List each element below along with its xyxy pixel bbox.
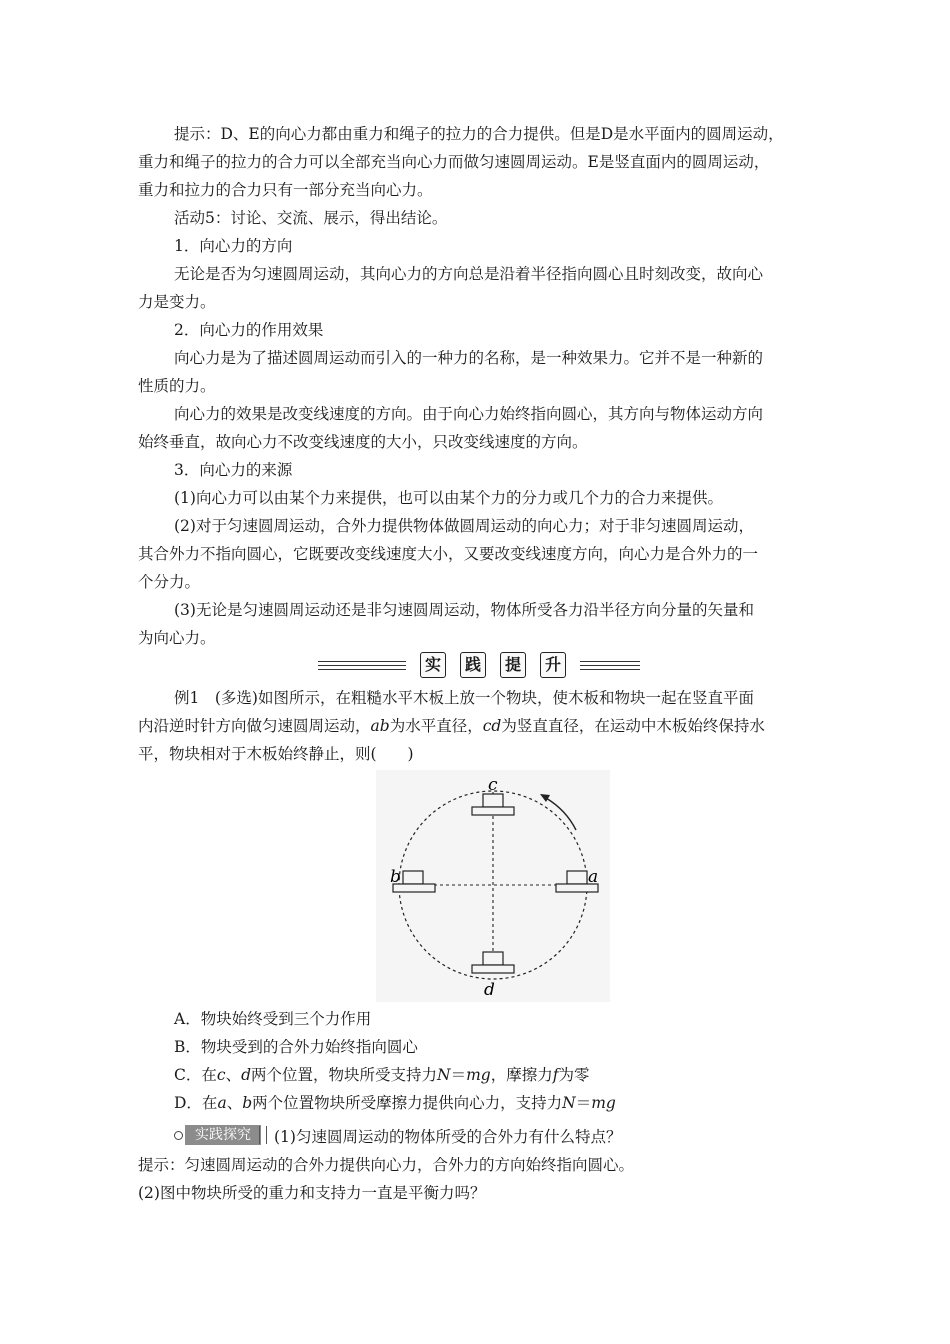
section3-item2-line-3: 个分力。 <box>138 573 201 591</box>
section2-title: 2．向心力的作用效果 <box>174 321 324 339</box>
question-2: (2)图中物块所受的重力和支持力一直是平衡力吗？ <box>138 1184 486 1202</box>
section1-title: 1．向心力的方向 <box>174 237 293 255</box>
section1-line-2: 力是变力。 <box>138 293 216 311</box>
rotation-arrow <box>546 798 576 830</box>
label-d: d <box>484 980 495 1000</box>
block-d <box>483 952 503 965</box>
option-b: B．物块受到的合外力始终指向圆心 <box>174 1038 418 1056</box>
activity5-text: 活动5：讨论、交流、展示，得出结论。 <box>174 209 448 227</box>
section2-p1-line-2: 性质的力。 <box>138 377 216 395</box>
option-c: C．在c、d两个位置，物块所受支持力N＝mg，摩擦力f为零 <box>174 1066 590 1084</box>
circle-bullet-icon <box>174 1131 183 1140</box>
section3-title: 3．向心力的来源 <box>174 461 293 479</box>
practice-explore-label: 实践探究 <box>185 1125 261 1145</box>
banner-char-4: 升 <box>540 652 566 678</box>
hint-line-2: 重力和绳子的拉力的合力可以全部充当向心力而做匀速圆周运动。E是竖直面内的圆周运动， <box>138 153 770 171</box>
section2-p2-line-2: 始终垂直，故向心力不改变线速度的大小，只改变线速度的方向。 <box>138 433 588 451</box>
section3-item2-line-2: 其合外力不指向圆心，它既要改变线速度大小，又要改变线速度方向，向心力是合外力的一 <box>138 545 759 563</box>
label-c: c <box>488 775 498 795</box>
section2-p2-line-1: 向心力的效果是改变线速度的方向。由于向心力始终指向圆心，其方向与物体运动方向 <box>174 405 764 423</box>
example-line-1: 例1 (多选)如图所示，在粗糙水平木板上放一个物块，使木板和物块一起在竖直平面 <box>174 689 754 707</box>
label-a: a <box>588 867 599 887</box>
block-a <box>567 871 587 884</box>
section3-item1: (1)向心力可以由某个力来提供，也可以由某个力的分力或几个力的合力来提供。 <box>174 489 723 507</box>
section3-item2-line-1: (2)对于匀速圆周运动，合外力提供物体做圆周运动的向心力；对于非匀速圆周运动， <box>174 517 754 535</box>
hint-line-1: 提示：D、E的向心力都由重力和绳子的拉力的合力提供。但是D是水平面内的圆周运动， <box>174 125 784 143</box>
board-d <box>472 965 514 973</box>
block-c <box>483 794 503 807</box>
example-line-2: 内沿逆时针方向做匀速圆周运动，ab为水平直径，cd为竖直直径，在运动中木板始终保持水 <box>138 717 765 735</box>
section2-p1-line-1: 向心力是为了描述圆周运动而引入的一种力的名称，是一种效果力。它并不是一种新的 <box>174 349 764 367</box>
banner-char-1: 实 <box>420 652 446 678</box>
board-c <box>472 807 514 815</box>
practice-banner <box>318 651 640 681</box>
block-b <box>403 871 423 884</box>
question-1: (1)匀速圆周运动的物体所受的合外力有什么特点？ <box>274 1128 622 1146</box>
option-a: A．物块始终受到三个力作用 <box>174 1010 372 1028</box>
example-line-3: 平，物块相对于木板始终静止，则( ) <box>138 745 414 763</box>
hint-line-3: 重力和拉力的合力只有一部分充当向心力。 <box>138 181 433 199</box>
section3-item3-line-2: 为向心力。 <box>138 629 216 647</box>
section1-line-1: 无论是否为匀速圆周运动，其向心力的方向总是沿着半径指向圆心且时刻改变，故向心 <box>174 265 764 283</box>
banner-char-2: 践 <box>460 652 486 678</box>
section3-item3-line-1: (3)无论是匀速圆周运动还是非匀速圆周运动，物体所受各力沿半径方向分量的矢量和 <box>174 601 754 619</box>
arrow-head-icon <box>540 794 550 802</box>
label-b: b <box>390 867 401 887</box>
banner-char-3: 提 <box>500 652 526 678</box>
circle-diagram <box>376 770 610 1002</box>
double-bar-icon <box>259 1126 267 1144</box>
option-d: D．在a、b两个位置物块所受摩擦力提供向心力，支持力N＝mg <box>174 1094 616 1112</box>
circular-motion-figure <box>376 770 610 1002</box>
question-1-hint: 提示：匀速圆周运动的合外力提供向心力，合外力的方向始终指向圆心。 <box>138 1156 635 1174</box>
